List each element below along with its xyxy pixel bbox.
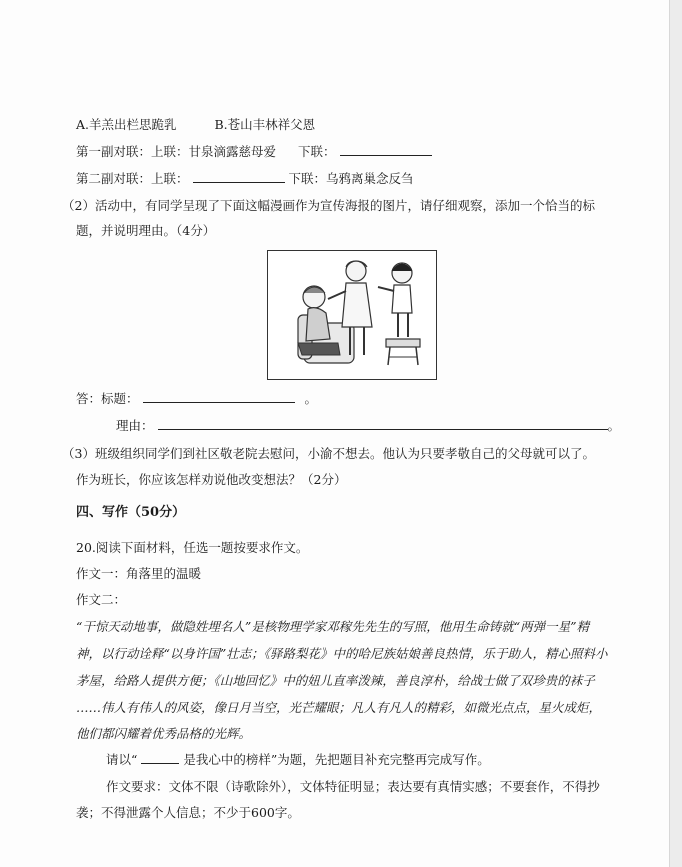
couplet-2-upper-blank[interactable]	[193, 171, 285, 183]
couplet-2-lower-label: 下联：	[288, 171, 326, 186]
couplet-2-lower: 乌鸦离巢念反刍	[326, 171, 414, 186]
material-line-4: ……伟人有伟人的风姿，像日月当空，光芒耀眼；凡人有凡人的精彩，如微光点点，星火成炬，	[76, 700, 602, 715]
q2-line-1: （2）活动中，有同学呈现了下面这幅漫画作为宣传海报的图片，请仔细观察，添加一个恰当的标	[62, 198, 595, 213]
requirement-line-1: 作文要求：文体不限（诗歌除外），文体特征明显；表达要有真情实感；不要套作，不得抄	[106, 779, 600, 794]
answer-reason-end: 。	[607, 418, 621, 433]
options-line	[76, 117, 315, 133]
cartoon-illustration	[267, 250, 437, 380]
material-line-5: 他们都闪耀着优秀品格的光辉。	[76, 726, 252, 741]
answer-reason-label: 理由：	[116, 418, 154, 433]
answer-title-blank[interactable]	[143, 391, 295, 403]
section-four-heading: 四、写作（50分）	[76, 505, 186, 520]
q20-instruction: 20.阅读下面材料，任选一题按要求作文。	[76, 540, 309, 555]
essay-option-1: 作文一：角落里的温暖	[76, 566, 202, 581]
q3-line-2: 作为班长，你应该怎样劝说他改变想法？（2分）	[76, 472, 347, 487]
answer-title-end: 。	[304, 391, 317, 406]
couplet-1-lower-label: 下联：	[298, 144, 336, 159]
answer-reason	[116, 418, 620, 434]
essay-option-2: 作文二：	[76, 592, 127, 607]
couplet-1-upper: 甘泉滴露慈母爱	[188, 144, 277, 159]
requirement-line-2: 袭；不得泄露个人信息；不少于600字。	[76, 805, 300, 820]
option-a: A.羊羔出栏思跪乳	[76, 117, 177, 132]
answer-title-label: 答：标题：	[76, 391, 139, 406]
prompt-blank[interactable]	[141, 752, 179, 764]
couplet-1-lower-blank[interactable]	[340, 144, 432, 156]
answer-title	[76, 391, 317, 407]
couplet-1	[76, 144, 432, 160]
material-line-1: “干惊天动地事，做隐姓埋名人”是核物理学家邓稼先先生的写照，他用生命铸就“两弹一星”精	[76, 619, 590, 634]
page-edge-shadow	[669, 0, 682, 867]
q2-line-2: 题，并说明理由。（4分）	[76, 223, 216, 238]
q3-line-1: （3）班级组织同学们到社区敬老院去慰问，小渝不想去。他认为只要孝敬自己的父母就可以了。	[62, 446, 595, 461]
couplet-2-label: 第二副对联：上联：	[76, 171, 189, 186]
couplet-1-label: 第一副对联：上联：	[76, 144, 189, 159]
option-b: B.苍山丰林祥父恩	[214, 117, 316, 132]
material-line-3: 茅屋，给路人提供方便；《山地回忆》中的妞儿直率泼辣，善良淳朴，给战士做了双珍贵的袜子	[76, 673, 595, 688]
prompt-prefix: 请以“	[106, 752, 138, 767]
material-line-2: 神，以行动诠释“以身许国”壮志；《驿路梨花》中的哈尼族姑娘善良热情，乐于助人，精心照料小	[76, 646, 608, 661]
cartoon-drawing	[268, 251, 436, 379]
answer-reason-blank[interactable]	[158, 418, 608, 430]
essay-prompt	[106, 752, 490, 768]
prompt-suffix: 是我心中的榜样”为题，先把题目补充完整再完成写作。	[183, 752, 490, 767]
couplet-2	[76, 171, 414, 187]
